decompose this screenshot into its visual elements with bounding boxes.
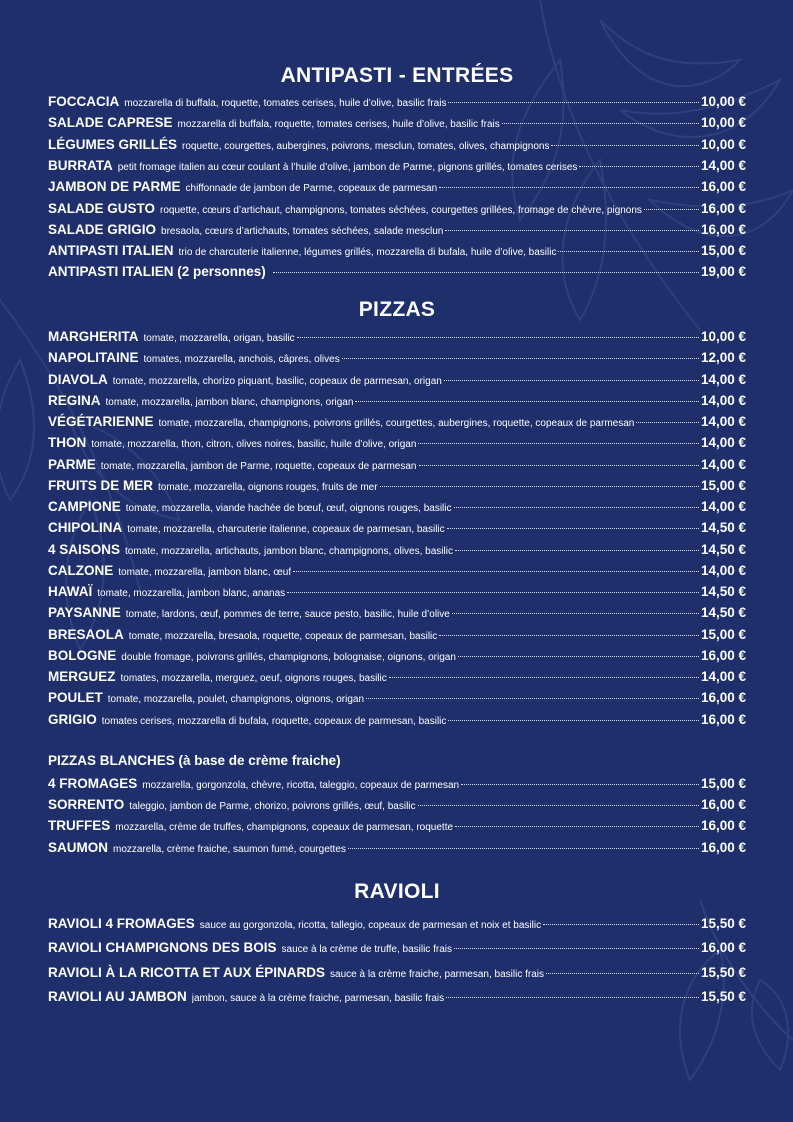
dot-leader (445, 230, 699, 231)
menu-item-description: tomates, mozzarella, anchois, câpres, olives (143, 354, 340, 366)
menu-item-name: BOLOGNE (48, 647, 117, 663)
dot-leader (455, 826, 699, 827)
menu-item-name: POULET (48, 690, 103, 706)
menu-item-name: SALADE GRIGIO (48, 221, 157, 237)
dot-leader (579, 166, 699, 167)
menu-item-price: 14,00 € (700, 371, 746, 387)
menu-item-description: sauce à la crème fraiche, parmesan, basilic frais (330, 968, 544, 980)
menu-item-description: tomate, mozzarella, thon, citron, olives noires, basilic, huile d’olive, origan (91, 439, 417, 451)
menu-item-name: THON (48, 435, 87, 451)
menu-item-name: DIAVOLA (48, 371, 108, 387)
menu-item-name: RAVIOLI 4 FROMAGES (48, 916, 195, 931)
menu-item-description: roquette, courgettes, aubergines, poivrons, mesclun, tomates, olives, champignons (182, 140, 550, 152)
menu-item (48, 497, 746, 517)
menu-item-description: tomate, mozzarella, jambon blanc, champignons, origan (105, 396, 354, 408)
menu-item-price: 14,00 € (700, 392, 746, 408)
dot-leader (444, 380, 699, 381)
menu-item-description: roquette, cœurs d’artichaut, champignons, tomates séchées, courgettes grillées, fromage de chèvre, pignons (160, 204, 642, 216)
menu-item (48, 327, 746, 347)
menu-item (48, 938, 746, 958)
menu-item-name: SALADE CAPRESE (48, 115, 173, 131)
menu-item-name: MERGUEZ (48, 669, 116, 684)
dot-leader (293, 571, 699, 572)
dot-leader (636, 422, 699, 423)
dot-leader (448, 720, 699, 721)
dot-leader (502, 123, 699, 124)
menu-item (48, 433, 746, 453)
menu-item-price: 16,00 € (700, 940, 746, 956)
menu-item-price: 14,00 € (700, 456, 746, 472)
menu-item-description: tomate, lardons, œuf, pommes de terre, sauce pesto, basilic, huile d’olive (125, 609, 450, 621)
menu-item-name: FRUITS DE MER (48, 477, 154, 493)
menu-item-description: bresaola, cœurs d’artichauts, tomates séchées, salade mesclun (161, 225, 444, 237)
dot-leader (273, 272, 699, 273)
menu-item-price: 19,00 € (700, 264, 746, 280)
menu-item-price: 16,00 € (700, 839, 746, 855)
menu-item-name: HAWAÏ (48, 584, 93, 599)
menu-item-name: REGINA (48, 392, 101, 408)
menu-item-name: VÉGÉTARIENNE (48, 414, 154, 429)
dot-leader (644, 209, 699, 210)
menu-item (48, 156, 746, 176)
dot-leader (447, 528, 699, 529)
menu-item-price: 14,50 € (700, 584, 746, 599)
menu-item-name: BURRATA (48, 157, 113, 173)
menu-item (48, 370, 746, 390)
menu-item-price: 16,00 € (700, 221, 746, 237)
dot-leader (458, 656, 699, 657)
menu-item (48, 816, 746, 836)
dot-leader (454, 507, 699, 508)
menu-item-name: LÉGUMES GRILLÉS (48, 136, 178, 152)
dot-leader (543, 924, 699, 925)
menu-item-price: 10,00 € (700, 115, 746, 131)
menu-item (48, 795, 746, 815)
section-title-antipasti: ANTIPASTI - ENTRÉES (280, 64, 514, 87)
section-title-ravioli: RAVIOLI (354, 880, 440, 903)
menu-item (48, 582, 746, 602)
menu-item (48, 241, 746, 261)
menu-item-description: tomate, mozzarella, jambon de Parme, roquette, copeaux de parmesan (100, 460, 417, 472)
subheading-pizzas-blanches: PIZZAS BLANCHES (à base de crème fraiche) (48, 753, 341, 768)
menu-item-name: PARME (48, 456, 96, 472)
menu-item (48, 199, 746, 219)
menu-item-price: 16,00 € (700, 711, 746, 727)
menu-item (48, 838, 746, 858)
menu-item-description: tomate, mozzarella, jambon blanc, ananas (97, 588, 286, 599)
dot-leader (342, 358, 699, 359)
menu-item-name: FOCCACIA (48, 94, 120, 109)
menu-item (48, 92, 746, 112)
dot-leader (348, 848, 699, 849)
menu-item-description: mozzarella di buffala, roquette, tomates cerises, huile d’olive, basilic frais (177, 119, 500, 131)
menu-item-name: CHIPOLINA (48, 520, 123, 536)
menu-item-name: BRESAOLA (48, 626, 124, 642)
menu-item-name: SALADE GUSTO (48, 200, 156, 216)
menu-item-price: 14,50 € (700, 605, 746, 621)
menu-item-description: double fromage, poivrons grillés, champignons, bolognaise, oignons, origan (121, 651, 456, 663)
dot-leader (455, 550, 699, 551)
menu-item (48, 262, 746, 282)
menu-item-price: 14,00 € (700, 499, 746, 514)
menu-item-price: 15,00 € (700, 243, 746, 259)
menu-item-price: 10,00 € (700, 329, 746, 344)
menu-item-price: 15,00 € (700, 477, 746, 493)
menu-item (48, 518, 746, 538)
dot-leader (380, 486, 699, 487)
menu-item-price: 16,00 € (700, 797, 746, 813)
dot-leader (551, 145, 699, 146)
menu-item (48, 688, 746, 708)
menu-item-description: tomates cerises, mozzarella di bufala, roquette, copeaux de parmesan, basilic (101, 715, 447, 727)
menu-item-description: tomate, mozzarella, origan, basilic (143, 333, 295, 344)
menu-item (48, 412, 746, 432)
menu-item-name: PAYSANNE (48, 605, 121, 621)
menu-item-name: JAMBON DE PARME (48, 179, 181, 195)
dot-leader (389, 677, 699, 678)
menu-item-description: tomates, mozzarella, merguez, oeuf, oignons rouges, basilic (120, 673, 387, 684)
menu-item (48, 220, 746, 240)
menu-item (48, 603, 746, 623)
menu-item (48, 987, 746, 1007)
dot-leader (366, 698, 699, 699)
menu-item-name: MARGHERITA (48, 329, 139, 344)
menu-item (48, 135, 746, 155)
menu-item-price: 15,00 € (700, 776, 746, 791)
menu-item (48, 391, 746, 411)
menu-item-price: 14,00 € (700, 414, 746, 429)
dot-leader (454, 948, 699, 949)
menu-item-price: 14,00 € (700, 157, 746, 173)
menu-item (48, 540, 746, 560)
dot-leader (452, 613, 699, 614)
menu-item (48, 177, 746, 197)
menu-item (48, 348, 746, 368)
menu-item-name: ANTIPASTI ITALIEN (48, 243, 174, 259)
menu-item-price: 16,00 € (700, 818, 746, 834)
dot-leader (418, 805, 699, 806)
menu-item-description: tomate, mozzarella, oignons rouges, fruits de mer (158, 481, 378, 493)
menu-item-name: NAPOLITAINE (48, 350, 139, 366)
menu-item-description: jambon, sauce à la crème fraiche, parmesan, basilic frais (191, 992, 445, 1004)
section-title-pizzas: PIZZAS (358, 298, 436, 321)
menu-item-name: 4 FROMAGES (48, 776, 138, 791)
menu-item-price: 15,50 € (700, 964, 746, 980)
menu-item-description: tomate, mozzarella, viande hachée de bœuf, œuf, oignons rouges, basilic (125, 503, 452, 514)
menu-item-name: ANTIPASTI ITALIEN (2 personnes) (48, 264, 266, 280)
menu-item (48, 710, 746, 730)
menu-item-description: mozzarella di buffala, roquette, tomates cerises, huile d’olive, basilic frais (124, 98, 447, 109)
menu-item-description: tomate, mozzarella, chorizo piquant, basilic, copeaux de parmesan, origan (112, 375, 442, 387)
menu-item-description: chiffonnade de jambon de Parme, copeaux de parmesan (185, 183, 438, 195)
menu-item-price: 16,00 € (700, 647, 746, 663)
menu-item-description: tomate, mozzarella, poulet, champignons, oignons, origan (107, 694, 365, 706)
menu-item-price: 14,50 € (700, 541, 746, 557)
dot-leader (558, 251, 698, 252)
menu-item-price: 14,00 € (700, 669, 746, 684)
menu-item (48, 914, 746, 934)
dot-leader (439, 635, 699, 636)
menu-item-price: 16,00 € (700, 200, 746, 216)
menu-item-price: 14,00 € (700, 562, 746, 578)
menu-item (48, 963, 746, 983)
menu-item (48, 774, 746, 794)
dot-leader (355, 401, 699, 402)
menu-item-name: RAVIOLI AU JAMBON (48, 988, 187, 1004)
menu-item-price: 14,00 € (700, 435, 746, 451)
menu-item-price: 15,00 € (700, 626, 746, 642)
menu-item (48, 561, 746, 581)
menu-item-description: tomate, mozzarella, artichauts, jambon blanc, champignons, olives, basilic (125, 545, 453, 557)
menu-item-price: 12,00 € (700, 350, 746, 366)
menu-item-description: mozzarella, crème de truffes, champignons, copeaux de parmesan, roquette (115, 822, 454, 834)
menu-item (48, 667, 746, 687)
dot-leader (297, 337, 699, 338)
menu-item-price: 16,00 € (700, 690, 746, 706)
dot-leader (448, 102, 699, 103)
menu-item-description: tomate, mozzarella, bresaola, roquette, copeaux de parmesan, basilic (128, 630, 438, 642)
menu-item-description: mozzarella, crème fraiche, saumon fumé, courgettes (113, 843, 346, 855)
menu-item (48, 113, 746, 133)
menu-item-name: 4 SAISONS (48, 541, 121, 557)
dot-leader (287, 592, 699, 593)
menu-item-price: 14,50 € (700, 520, 746, 536)
dot-leader (439, 187, 699, 188)
menu-item-name: GRIGIO (48, 711, 97, 727)
dot-leader (546, 973, 699, 974)
menu-item-price: 10,00 € (700, 94, 746, 109)
menu-item-description: trio de charcuterie italienne, légumes grillés, mozzarella di bufala, huile d’olive, basilic (178, 247, 557, 259)
menu-item (48, 625, 746, 645)
menu-item-description: mozzarella, gorgonzola, chèvre, ricotta, taleggio, copeaux de parmesan (142, 780, 460, 791)
menu-item-description: taleggio, jambon de Parme, chorizo, poivrons grillés, œuf, basilic (129, 801, 416, 813)
dot-leader (418, 443, 699, 444)
menu-item-name: CAMPIONE (48, 499, 121, 514)
menu-item-price: 16,00 € (700, 179, 746, 195)
menu-item-description: tomate, mozzarella, champignons, poivrons grillés, courgettes, aubergines, roquette, copeaux de parmesan (158, 418, 635, 429)
menu-item-description: petit fromage italien au cœur coulant à l’huile d’olive, jambon de Parme, pignons grillés, tomates cerises (117, 161, 578, 173)
menu-item-name: RAVIOLI À LA RICOTTA ET AUX ÉPINARDS (48, 964, 326, 980)
menu-item-name: TRUFFES (48, 818, 111, 834)
menu-item-price: 10,00 € (700, 136, 746, 152)
menu-item-description: tomate, mozzarella, charcuterie italienne, copeaux de parmesan, basilic (127, 524, 445, 536)
menu-item-description: tomate, mozzarella, jambon blanc, œuf (118, 566, 292, 578)
dot-leader (419, 465, 699, 466)
dot-leader (461, 784, 699, 785)
menu-item-name: SAUMON (48, 839, 108, 855)
dot-leader (446, 997, 699, 998)
menu-item (48, 476, 746, 496)
menu-item (48, 455, 746, 475)
menu-item-price: 15,50 € (700, 988, 746, 1004)
menu-item-name: SORRENTO (48, 797, 125, 813)
menu-item (48, 646, 746, 666)
menu-item-name: RAVIOLI CHAMPIGNONS DES BOIS (48, 940, 277, 956)
menu-item-name: CALZONE (48, 562, 114, 578)
menu-item-description: sauce à la crème de truffe, basilic frais (281, 944, 452, 956)
menu-item-price: 15,50 € (700, 916, 746, 931)
menu-item-description: sauce au gorgonzola, ricotta, tallegio, copeaux de parmesan et noix et basilic (199, 920, 542, 931)
